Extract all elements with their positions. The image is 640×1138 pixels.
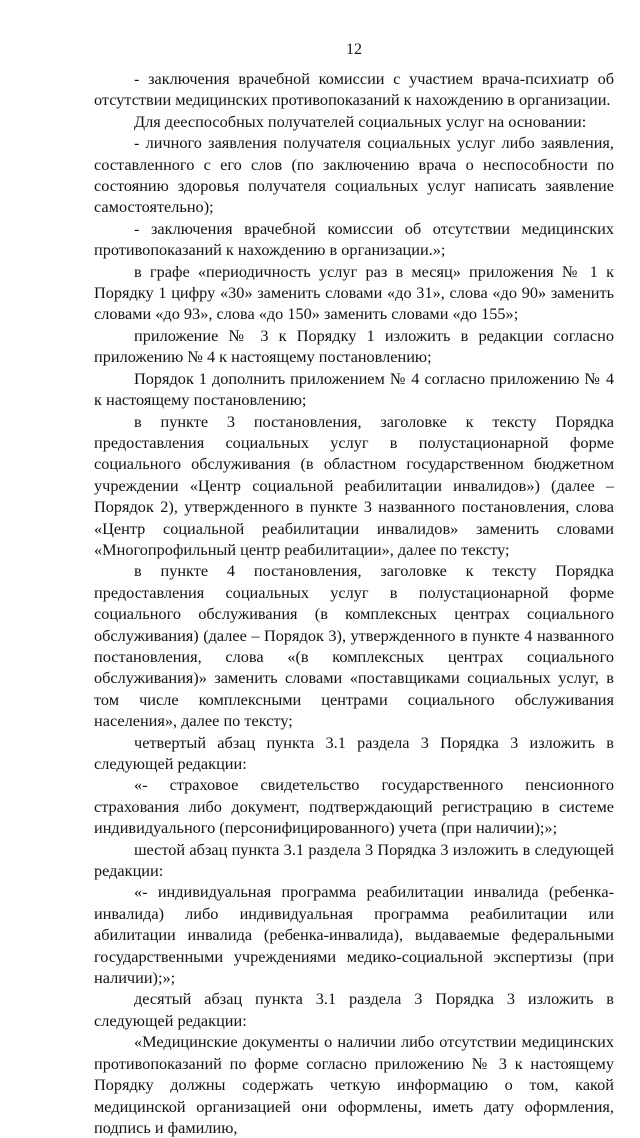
paragraph-12: шестой абзац пункта 3.1 раздела 3 Порядка 3 изложить в следующей редакции: <box>94 839 614 881</box>
paragraph-9: в пункте 4 постановления, заголовке к тексту Порядка предоставления социальных услуг в полустационарной форме социального обслуживания (в комплексных центрах социального обслуживания) (далее – Порядок 3), утвержденного в пункте 4 названного постановления, слова «(в комплексных центрах социального обслуживания)» заменить словами «поставщиками социальных услуг, в том числе комплексными центрами социального обслуживания населения», далее по тексту; <box>94 561 614 731</box>
paragraph-4: - заключения врачебной комиссии об отсутствии медицинских противопоказаний к нахождению в организации.»; <box>94 218 614 260</box>
paragraph-6: приложение № 3 к Порядку 1 изложить в редакции согласно приложению № 4 к настоящему постановлению; <box>94 325 614 367</box>
paragraph-5: в графе «периодичность услуг раз в месяц» приложения № 1 к Порядку 1 цифру «30» заменить словами «до 31», слова «до 90» заменить словами «до 93», слова «до 150» заменить словами «до 155»; <box>94 261 614 324</box>
document-page <box>94 40 614 1138</box>
paragraph-14: десятый абзац пункта 3.1 раздела 3 Порядка 3 изложить в следующей редакции: <box>94 989 614 1030</box>
paragraph-2: Для дееспособных получателей социальных услуг на основании: <box>134 111 587 131</box>
page-number: 12 <box>346 41 362 58</box>
paragraph-11: «- страховое свидетельство государственного пенсионного страхования либо документ, подтверждающий регистрацию в системе индивидуального (персонифицированного) учета (при наличии);»; <box>94 775 614 838</box>
paragraph-3: - личного заявления получателя социальных услуг либо заявления, составленного с его слов (по заключению врача о неспособности по состоянию здоровья получателя социальных услуг написать заявление самостоятельно); <box>94 133 614 217</box>
paragraph-15: «Медицинские документы о наличии либо отсутствии медицинских противопоказаний по форме согласно приложению № 3 к настоящему Порядку должны содержать четкую информацию о том, какой медицинской организацией они оформлены, иметь дату оформления, подпись и фамилию, <box>94 1032 614 1137</box>
paragraph-8: в пункте 3 постановления, заголовке к тексту Порядка предоставления социальных услуг в полустационарной форме социального обслуживания (в областном государственном бюджетном учреждении «Центр социальной реабилитации инвалидов») (далее – Порядок 2), утвержденного в пункте 3 названного постановления, слова «Центр социальной реабилитации инвалидов» заменить словами «Многопрофильный центр реабилитации», далее по тексту; <box>94 411 614 559</box>
document-body <box>94 68 614 1138</box>
paragraph-7: Порядок 1 дополнить приложением № 4 согласно приложению № 4 к настоящему постановлению; <box>94 368 614 410</box>
paragraph-10: четвертый абзац пункта 3.1 раздела 3 Порядка 3 изложить в следующей редакции: <box>94 732 614 773</box>
paragraph-13: «- индивидуальная программа реабилитации инвалида (ребенка-инвалида) либо индивидуальная программа реабилитации или абилитации инвалида (ребенка-инвалида), выдаваемые федеральными государственными учреждениями медико-социальной экспертизы (при наличии);»; <box>94 882 614 988</box>
paragraph-1: - заключения врачебной комиссии с участием врача-психиатр об отсутствии медицинских противопоказаний к нахождению в организации. <box>94 69 614 110</box>
